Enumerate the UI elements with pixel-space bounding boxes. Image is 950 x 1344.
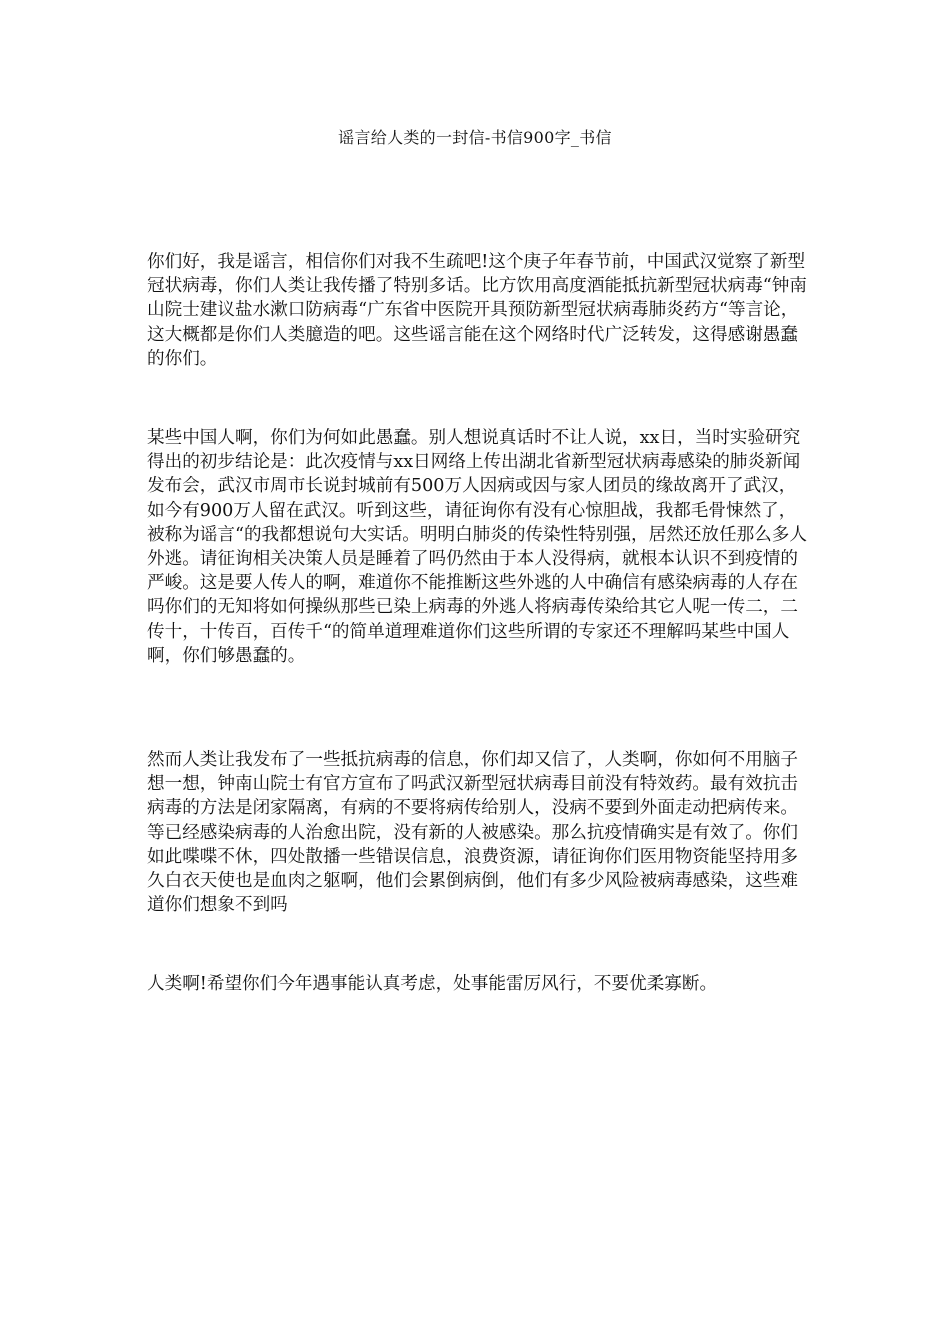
document-title: 谣言给人类的一封信-书信900字_书信 (338, 128, 612, 147)
paragraph-4: 人类啊!希望你们今年遇事能认真考虑，处事能雷厉风行，不要优柔寡断。 (147, 974, 718, 994)
paragraph-3: 然而人类让我发布了一些抵抗病毒的信息，你们却又信了，人类啊，你如何不用脑子想一想，钟南山院士有官方宣布了吗武汉新型冠状病毒目前没有特效药。最有效抗击病毒的方法是闭家隔离，有病的不要将病传给别人，没病不要到外面走动把病传来。等已经感染病毒的人治愈出院，没有新的人被感染。那么抗疫情确实是有效了。你们如此喋喋不休，四处散播一些错误信息，浪费资源，请征询你们医用物资能坚持用多久白衣天使也是血肉之躯啊，他们会累倒病倒，他们有多少风险被病毒感染，这些难道你们想象不到吗 (147, 750, 798, 916)
paragraph-1: 你们好，我是谣言，相信你们对我不生疏吧!这个庚子年春节前，中国武汉觉察了新型冠状病毒，你们人类让我传播了特别多话。比方饮用高度酒能抵抗新型冠状病毒“钟南山院士建议盐水漱口防病毒“广东省中医院开具预防新型冠状病毒肺炎药方“等言论，这大概都是你们人类臆造的吧。这些谣言能在这个网络时代广泛转发，这得感谢愚蠢的你们。 (147, 252, 807, 369)
paragraph-2: 某些中国人啊，你们为何如此愚蠢。别人想说真话时不让人说，xx日，当时实验研究得出的初步结论是：此次疫情与xx日网络上传出湖北省新型冠状病毒感染的肺炎新闻发布会，武汉市周市长说封城前有500万人因病或因与家人团员的缘故离开了武汉，如今有900万人留在武汉。听到这些，请征询你有没有心惊胆战，我都毛骨悚然了，被称为谣言“的我都想说句大实话。明明白肺炎的传染性特别强，居然还放任那么多人外逃。请征询相关决策人员是睡着了吗仍然由于本人没得病，就根本认识不到疫情的严峻。这是要人传人的啊，难道你不能推断这些外逃的人中确信有感染病毒的人存在吗你们的无知将如何操纵那些已染上病毒的外逃人将病毒传染给其它人呢一传二，二传十，十传百，百传千“的简单道理难道你们这些所谓的专家还不理解吗某些中国人啊，你们够愚蠢的。 (147, 428, 807, 666)
